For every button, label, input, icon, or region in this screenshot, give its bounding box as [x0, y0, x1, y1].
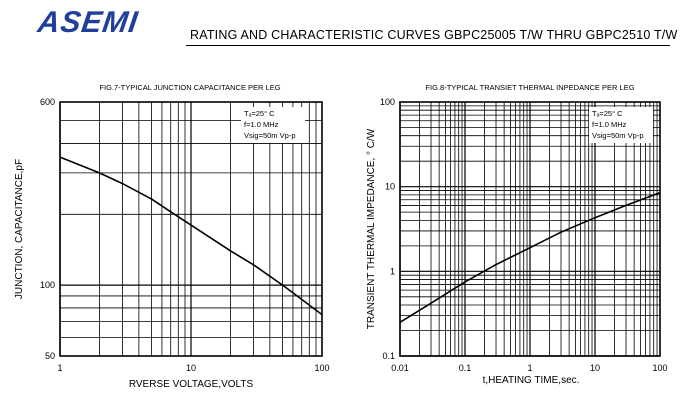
asemi-logo: ASEMI	[35, 6, 141, 39]
y-tick-label: 10	[384, 181, 395, 192]
y-axis-label: TRANSIENT THERMAL IMPEDANCE, ° C/W	[366, 128, 377, 330]
y-tick-label: 600	[39, 97, 55, 107]
condition-label: f=1.0 MHz	[592, 120, 627, 129]
x-tick-label: 10	[185, 363, 197, 373]
y-axis-label: JUNCTION, CAPACITANCE,pF	[14, 158, 25, 300]
chart-title: FIG.8-TYPICAL TRANSIET THERMAL INPEDANCE PER LEG	[425, 83, 635, 92]
chart-title: FIG.7-TYPICAL JUNCTION CAPACITANCE PER LEG	[99, 83, 281, 92]
condition-label: Tₐ=25° C	[244, 109, 275, 118]
y-tick-label: 100	[379, 97, 395, 107]
condition-label: Vsig=50m Vp-p	[592, 131, 644, 140]
x-axis-label: RVERSE VOLTAGE,VOLTS	[128, 379, 254, 390]
condition-label: Tₐ=25° C	[592, 109, 623, 118]
document-title: RATING AND CHARACTERISTIC CURVES GBPC25005 T/W THRU GBPC2510 T/W	[190, 28, 678, 42]
x-tick-label: 100	[652, 363, 668, 373]
x-tick-label: 0.01	[391, 363, 409, 373]
y-tick-label: 1	[389, 266, 395, 277]
condition-label: Vsig=50m Vp-p	[244, 131, 296, 140]
y-tick-label: 50	[44, 351, 55, 361]
y-tick-label: 0.1	[382, 351, 395, 361]
condition-label: f=1.0 MHz	[244, 120, 279, 129]
x-tick-label: 100	[314, 363, 330, 373]
x-axis-label: t,HEATING TIME,sec.	[482, 375, 580, 386]
y-tick-label: 100	[39, 280, 55, 291]
x-tick-label: 10	[589, 363, 601, 373]
x-tick-label: 1	[527, 363, 533, 373]
x-tick-label: 1	[57, 363, 63, 373]
x-tick-label: 0.1	[458, 363, 472, 373]
